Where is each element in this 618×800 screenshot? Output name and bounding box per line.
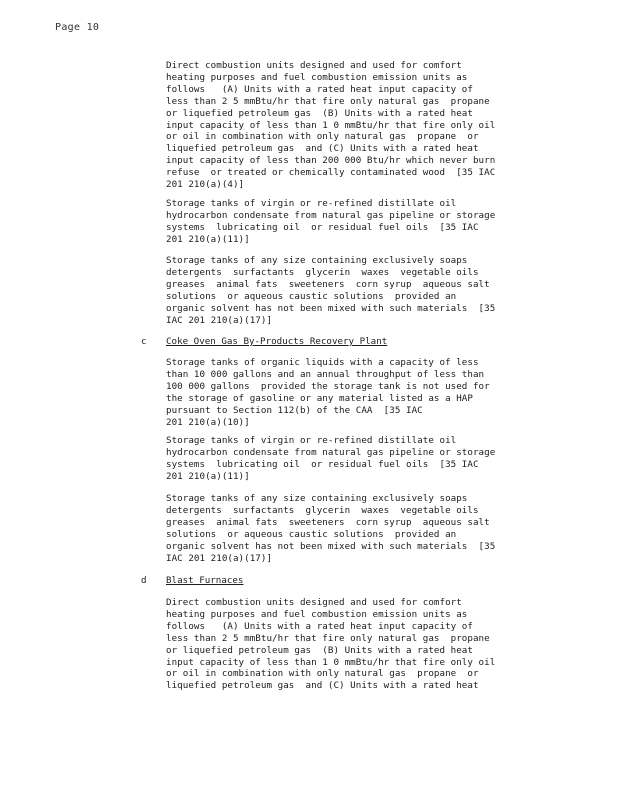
paragraph-storage-tanks-any-size: Storage tanks of any size containing exclusively soaps detergents surfactants glycerin waxes vegetable oils greases animal fats sweeteners corn syrup aqueous salt solutions or aqueous caustic solutions provided an organic solvent has not been mixed with such materials [35 IAC 201 210(a)(17)] [166,255,496,326]
paragraph-storage-tanks-organic-liquids: Storage tanks of organic liquids with a capacity of less than 10 000 gallons and an annual throughput of less than 100 000 gallons provided the storage tank is not used for the storage of gasoline or any material listed as a HAP pursuant to Section 112(b) of the CAA [35 IAC 201 210(a)(10)] [166,357,490,428]
section-marker-d: d [141,575,147,586]
page-number-label: Page 10 [55,22,100,33]
paragraph-storage-tanks-virgin-oil: Storage tanks of virgin or re-refined distillate oil hydrocarbon condensate from natural gas pipeline or storage systems lubricating oil or residual fuel oils [35 IAC 201 210(a)(11)] [166,435,496,482]
paragraph-storage-tanks-virgin-oil: Storage tanks of virgin or re-refined distillate oil hydrocarbon condensate from natural gas pipeline or storage systems lubricating oil or residual fuel oils [35 IAC 201 210(a)(11)] [166,198,496,245]
paragraph-direct-combustion-units: Direct combustion units designed and used for comfort heating purposes and fuel combustion emission units as follows (A) Units with a rated heat input capacity of less than 2 5 mmBtu/hr that fire only natural gas propane or liquefied petroleum gas (B) Units with a rated heat input capacity of less than 1 0 mmBtu/hr that fire only oil or oil in combination with only natural gas propane or liquefied petroleum gas and (C) Units with a rated heat [166,597,496,692]
paragraph-direct-combustion-units: Direct combustion units designed and used for comfort heating purposes and fuel combustion emission units as follows (A) Units with a rated heat input capacity of less than 2 5 mmBtu/hr that fire only natural gas propane or liquefied petroleum gas (B) Units with a rated heat input capacity of less than 1 0 mmBtu/hr that fire only oil or oil in combination with only natural gas propane or liquefied petroleum gas and (C) Units with a rated heat input capacity of less than 200 000 Btu/hr which never burn refuse or treated or chemically contaminated wood [35 IAC 201 210(a)(4)] [166,60,496,191]
paragraph-storage-tanks-any-size: Storage tanks of any size containing exclusively soaps detergents surfactants glycerin waxes vegetable oils greases animal fats sweeteners corn syrup aqueous salt solutions or aqueous caustic solutions provided an organic solvent has not been mixed with such materials [35 IAC 201 210(a)(17)] [166,493,496,564]
section-marker-c: c [141,336,147,347]
section-heading-coke-oven: Coke Oven Gas By-Products Recovery Plant [166,336,388,347]
section-heading-blast-furnaces: Blast Furnaces [166,575,244,586]
